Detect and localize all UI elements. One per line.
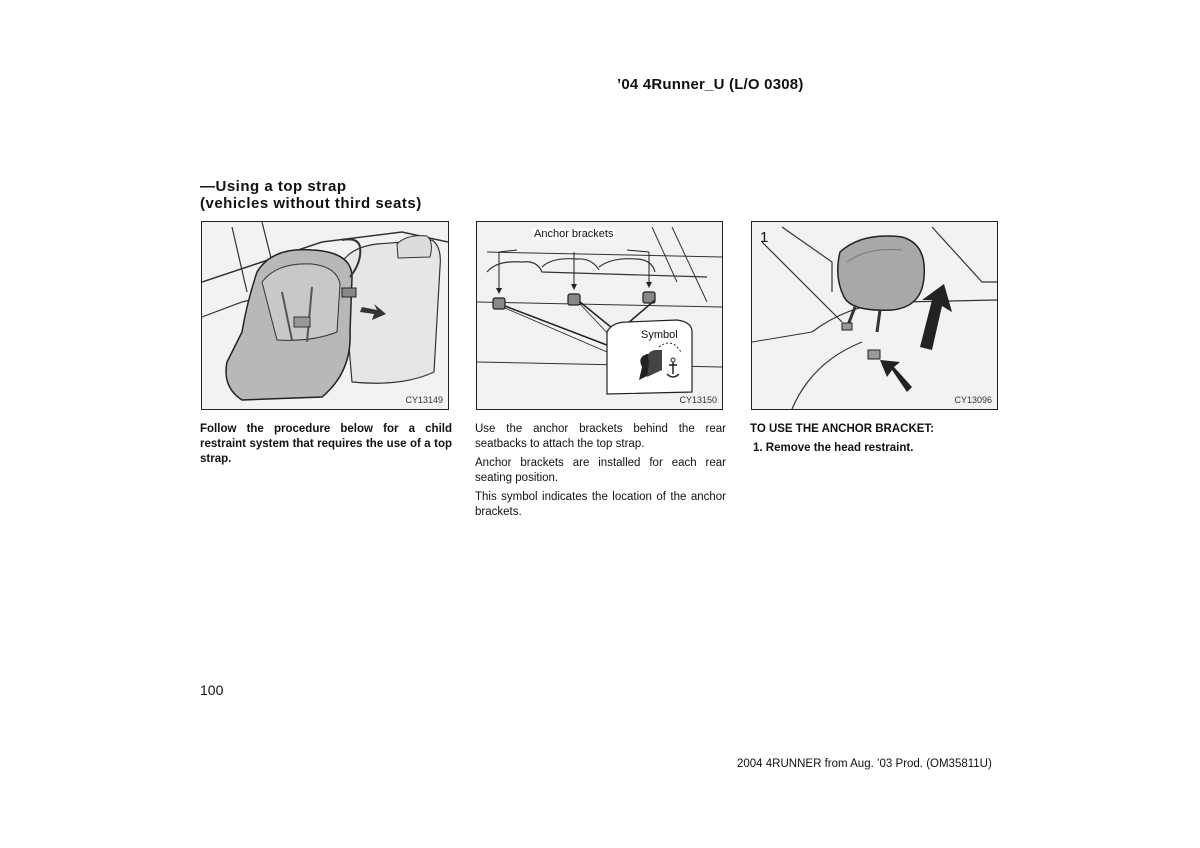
head-restraint-illustration: [752, 222, 997, 409]
column-3-text: [750, 422, 1002, 460]
label-anchor-brackets: Anchor brackets: [534, 228, 614, 240]
anchor-brackets-illustration: [477, 222, 722, 409]
figure-remove-head-restraint: [751, 221, 998, 410]
figure-code: CY13096: [954, 395, 992, 405]
figure-anchor-brackets: [476, 221, 723, 410]
instruction-step-1: 1. Remove the head restraint.: [753, 442, 914, 454]
paragraph-use-anchor: Use the anchor brackets behind the rear seatbacks to attach the top strap.: [475, 423, 726, 450]
label-symbol: Symbol: [641, 329, 678, 341]
child-seat-illustration: [202, 222, 448, 409]
column-2-text: [475, 422, 726, 524]
document-header-code: ’04 4Runner_U (L/O 0308): [617, 76, 804, 93]
page-number: 100: [200, 682, 224, 698]
paragraph-installed: Anchor brackets are installed for each rear seating position.: [475, 457, 726, 484]
column-1-text: [200, 422, 452, 471]
document-footer: 2004 4RUNNER from Aug. ’03 Prod. (OM35811U): [737, 758, 992, 770]
figure-code: CY13149: [405, 395, 443, 405]
section-title: [200, 178, 422, 212]
section-title-line-2: (vehicles without third seats): [200, 195, 422, 212]
paragraph-symbol: This symbol indicates the location of the anchor brackets.: [475, 491, 726, 518]
procedure-intro: Follow the procedure below for a child restraint system that requires the use of a top strap.: [200, 423, 452, 465]
instruction-heading: TO USE THE ANCHOR BRACKET:: [750, 423, 935, 435]
figure-code: CY13150: [679, 395, 717, 405]
section-title-line-1: —Using a top strap: [200, 178, 347, 195]
figure-step-number: 1: [760, 229, 769, 246]
figure-child-seat: [201, 221, 449, 410]
